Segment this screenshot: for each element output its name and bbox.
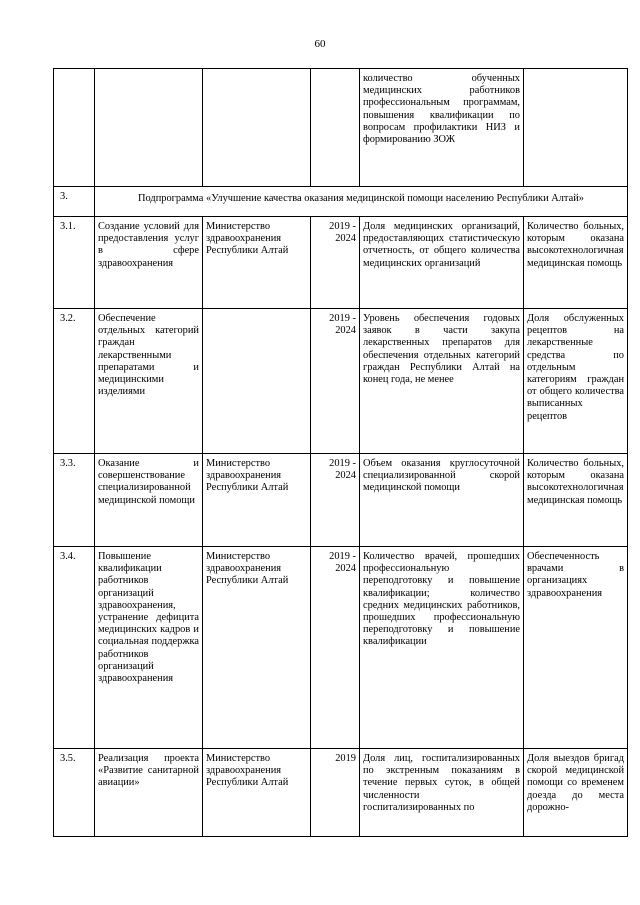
row-number: 3.2. bbox=[54, 309, 95, 454]
row-period: 2019 - 2024 bbox=[311, 454, 360, 547]
cell-result bbox=[524, 69, 628, 187]
row-executor: Министерство здравоохранения Республики Алтай bbox=[203, 217, 311, 309]
row-measure: Обеспечение отдельных категорий граждан лекарственными препаратами и медицинскими изделиями bbox=[95, 309, 203, 454]
cell-indicator: количество обученных медицинских работников профессиональным программам, повышения квалификации по вопросам профилактики НИЗ и формированию ЗОЖ bbox=[360, 69, 524, 187]
row-measure: Создание условий для предоставления услуг в сфере здравоохранения bbox=[95, 217, 203, 309]
row-executor: Министерство здравоохранения Республики Алтай bbox=[203, 547, 311, 749]
table-row bbox=[54, 749, 628, 837]
table-row bbox=[54, 454, 628, 547]
row-number: 3.4. bbox=[54, 547, 95, 749]
row-indicator: Количество врачей, прошедших профессиональную переподготовку и повышение квалификации; количество средних медицинских работников, прошедших профессиональную переподготовку и повышение квалификации bbox=[360, 547, 524, 749]
row-period: 2019 - 2024 bbox=[311, 547, 360, 749]
row-result: Доля выездов бригад скорой медицинской помощи со временем доезда до места дорожно- bbox=[524, 749, 628, 837]
section-title: Подпрограмма «Улучшение качества оказания медицинской помощи населению Республики Алтай» bbox=[95, 187, 628, 217]
row-executor bbox=[203, 309, 311, 454]
section-number: 3. bbox=[54, 187, 95, 217]
row-executor: Министерство здравоохранения Республики Алтай bbox=[203, 454, 311, 547]
row-result: Количество больных, которым оказана высокотехнологичная медицинская помощь bbox=[524, 454, 628, 547]
row-executor: Министерство здравоохранения Республики Алтай bbox=[203, 749, 311, 837]
row-period: 2019 - 2024 bbox=[311, 217, 360, 309]
row-indicator: Доля медицинских организаций, предоставляющих статистическую отчетность, от общего количества медицинских организаций bbox=[360, 217, 524, 309]
row-measure: Реализация проекта «Развитие санитарной авиации» bbox=[95, 749, 203, 837]
cell-period bbox=[311, 69, 360, 187]
row-measure: Оказание и совершенствование специализированной медицинской помощи bbox=[95, 454, 203, 547]
row-result: Количество больных, которым оказана высокотехнологичная медицинская помощь bbox=[524, 217, 628, 309]
row-result: Обеспеченность врачами в организациях здравоохранения bbox=[524, 547, 628, 749]
table-row-continuation bbox=[54, 69, 628, 187]
cell-executor bbox=[203, 69, 311, 187]
row-period: 2019 - 2024 bbox=[311, 309, 360, 454]
row-period: 2019 bbox=[311, 749, 360, 837]
page-number: 60 bbox=[314, 38, 326, 50]
section-row bbox=[54, 187, 628, 217]
row-number: 3.3. bbox=[54, 454, 95, 547]
row-number: 3.1. bbox=[54, 217, 95, 309]
cell-measure bbox=[95, 69, 203, 187]
table-row bbox=[54, 217, 628, 309]
cell-num bbox=[54, 69, 95, 187]
program-measures-table bbox=[53, 68, 628, 837]
row-measure: Повышение квалификации работников организаций здравоохранения, устранение дефицита медицинских кадров и социальная поддержка работников организаций здравоохранения bbox=[95, 547, 203, 749]
row-indicator: Объем оказания круглосуточной специализированной скорой медицинской помощи bbox=[360, 454, 524, 547]
row-result: Доля обслуженных рецептов на лекарственные средства по отдельным категориям граждан от общего количества выписанных рецептов bbox=[524, 309, 628, 454]
table-row bbox=[54, 309, 628, 454]
row-indicator: Доля лиц, госпитализированных по экстренным показаниям в течение первых суток, в общей численности госпитализированных по bbox=[360, 749, 524, 837]
row-indicator: Уровень обеспечения годовых заявок в части закупа лекарственных препаратов для обеспечения отдельных категорий граждан Республики Алтай на конец года, не менее bbox=[360, 309, 524, 454]
table-row bbox=[54, 547, 628, 749]
row-number: 3.5. bbox=[54, 749, 95, 837]
